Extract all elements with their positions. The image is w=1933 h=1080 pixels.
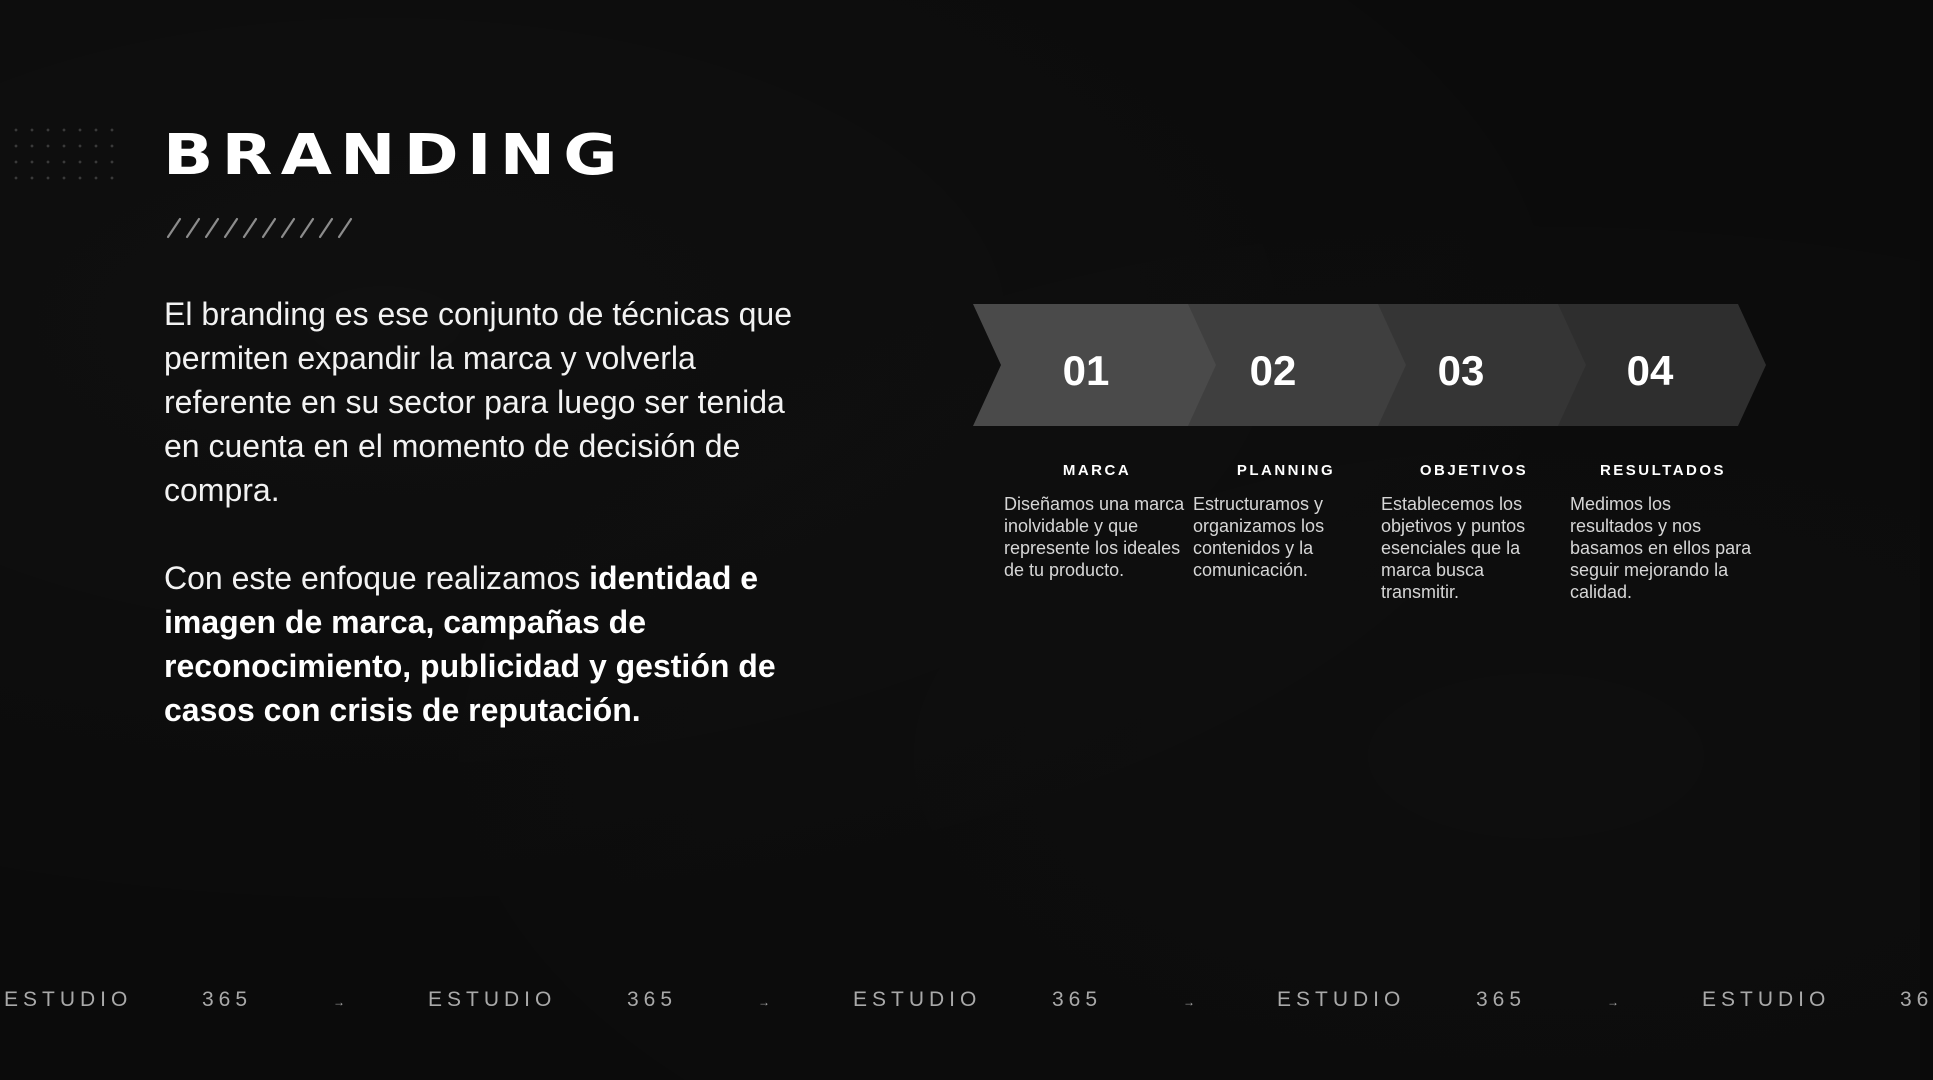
arrow-right-icon: → [333,995,345,1009]
step-column-resultados [1570,462,1756,603]
ticker-word: ESTUDIO [1277,988,1406,1011]
step-description: Establecemos los objetivos y puntos esenciales que la marca busca transmitir. [1381,494,1526,602]
arrow-right-icon: → [758,995,770,1009]
step-number-01: 01 [1062,347,1110,394]
step-title: PLANNING [1236,462,1336,479]
step-description: Medimos los resultados y nos basamos en ellos para seguir mejorando la calidad. [1570,494,1752,602]
slash-divider-icon [166,216,366,240]
step-number-04: 04 [1626,347,1674,394]
step-number-02: 02 [1249,347,1297,394]
step-column-planning [1193,462,1379,581]
ticker-number: 365 [202,988,253,1011]
ticker-word: ESTUDIO [853,988,982,1011]
step-number-03: 03 [1437,347,1485,394]
ticker-word: ESTUDIO [428,988,557,1011]
ticker-word: ESTUDIO [4,988,133,1011]
ticker-number: 365 [627,988,678,1011]
ticker-number: 365 [1052,988,1103,1011]
ticker-number: 365 [1476,988,1527,1011]
ticker-word: ESTUDIO [1702,988,1831,1011]
page-title: BRANDING [163,123,626,188]
intro-paragraph: El branding es ese conjunto de técnicas que permiten expandir la marca y volverla referente en su sector para luego ser tenida en cuenta en el momento de decisión de compra. [164,296,792,508]
ticker-number: 36 [1900,988,1933,1011]
brand-ticker [0,988,1933,1018]
dot-grid-decoration [8,122,118,192]
process-chevrons [970,302,1766,432]
focus-bold-text: identidad e imagen de marca, campañas de reconocimiento, publicidad y gestión de casos con crisis de reputación. [164,560,776,728]
focus-lead-text: Con este enfoque realizamos [164,560,590,596]
step-column-marca [1004,462,1190,581]
step-title: MARCA [1062,462,1132,479]
step-column-objetivos [1381,462,1567,603]
step-title: RESULTADOS [1599,462,1727,479]
step-description: Diseñamos una marca inolvidable y que represente los ideales de tu producto. [1004,494,1185,580]
step-title: OBJETIVOS [1419,462,1529,479]
arrow-right-icon: → [1183,995,1195,1009]
focus-paragraph [164,556,804,732]
step-description: Estructuramos y organizamos los contenidos y la comunicación. [1193,494,1325,580]
arrow-right-icon: → [1607,995,1619,1009]
